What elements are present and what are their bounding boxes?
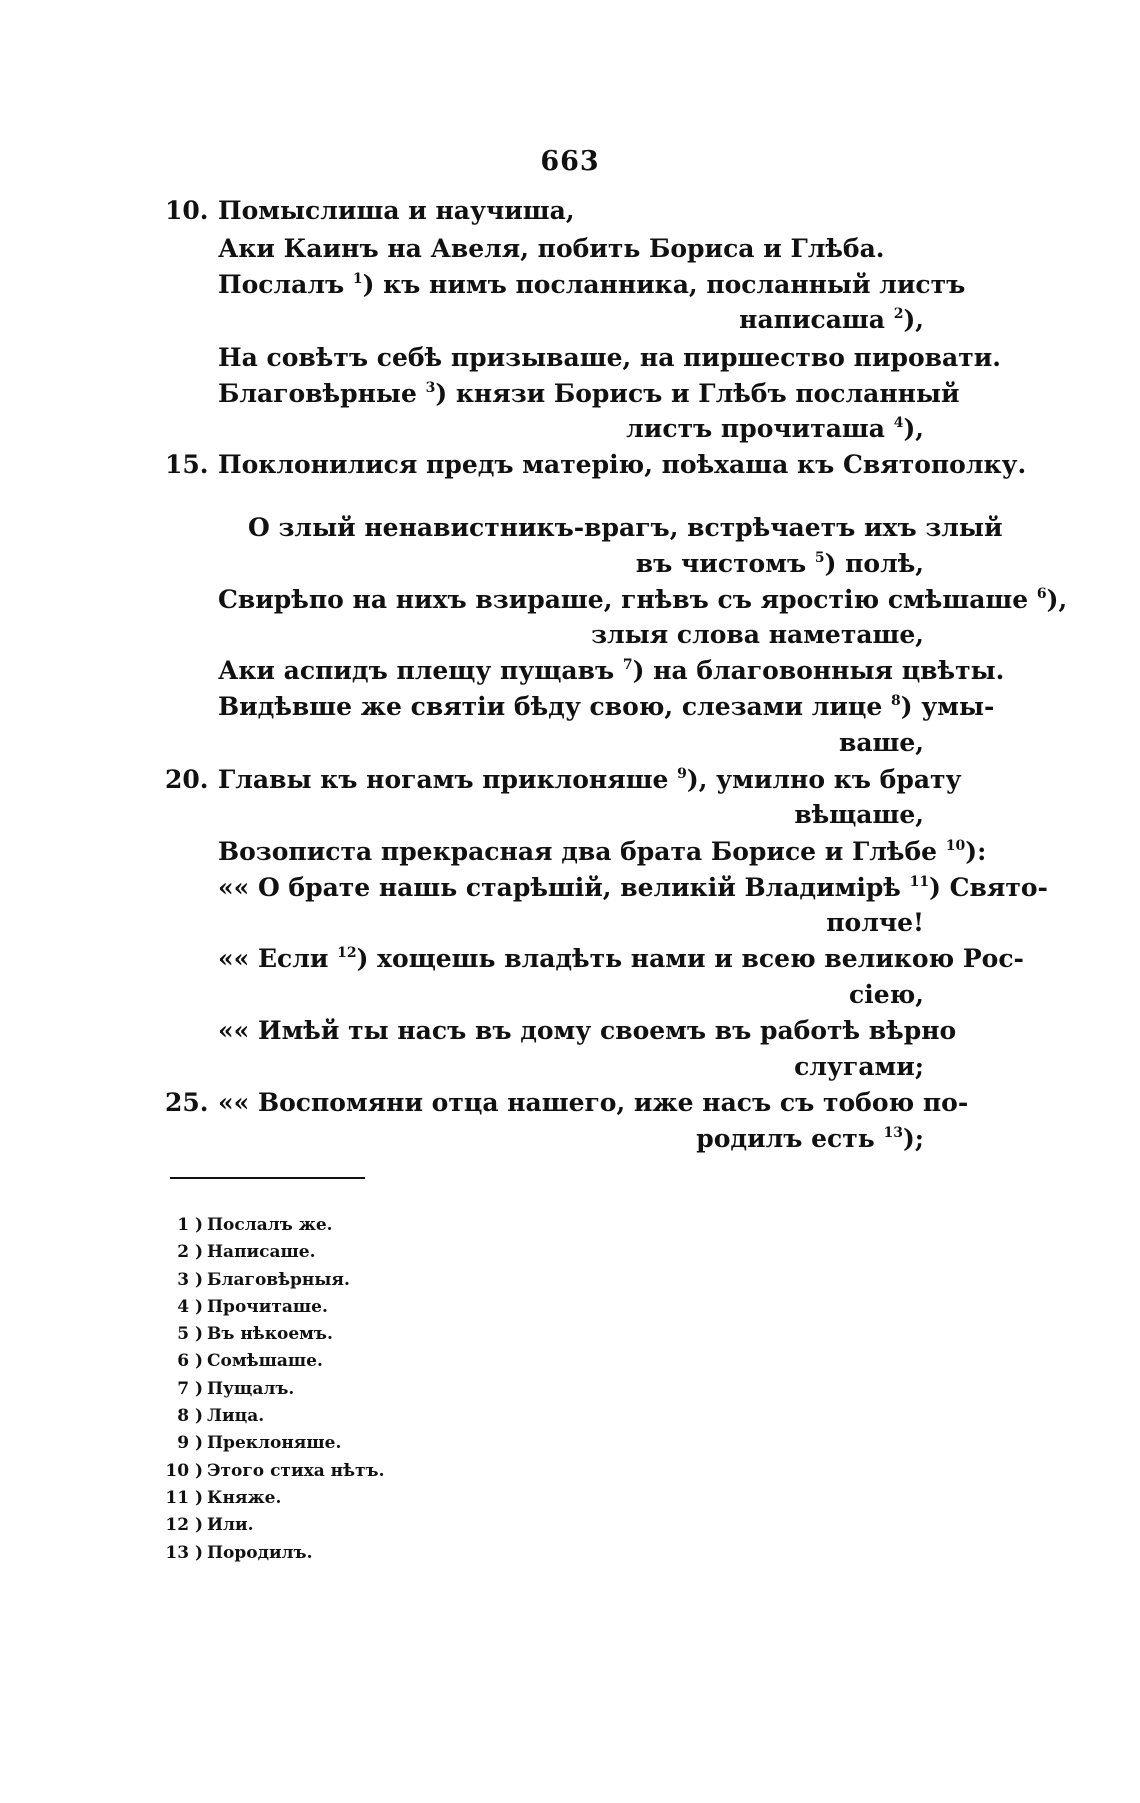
verse-continuation: сіею, xyxy=(849,980,924,1009)
verse-text: Послалъ $^1$) къ нимъ посланника, посланный листъ xyxy=(218,270,966,299)
footnote-item: 10 ) Этого стиха нѣтъ. xyxy=(165,1460,385,1481)
footnote-ref: 4 xyxy=(893,415,904,431)
footnote-ref: 10 xyxy=(945,838,966,854)
verse-text: Аки аспидъ плещу пущавъ $^7$) на благовонныя цвѣты. xyxy=(218,656,1005,685)
footnote-ref: 5 xyxy=(814,550,825,566)
verse-text: Возописта прекрасная два брата Борисе и Глѣбе $^{10}$): xyxy=(218,837,987,866)
footnote-item: 6 ) Сомѣшаше. xyxy=(177,1351,323,1372)
footnote-ref: 13 xyxy=(883,1125,903,1141)
verse-continuation: написаша $^2$), xyxy=(739,305,924,334)
footnote-ref: 8 xyxy=(890,693,901,709)
footnote-ref: 6 xyxy=(1036,586,1047,602)
verse-text: Благовѣрные $^3$) князи Борисъ и Глѣбъ посланный xyxy=(218,379,960,408)
verse-continuation: полче! xyxy=(826,908,924,937)
footnote-item: 2 ) Написаше. xyxy=(177,1242,316,1263)
footnote-ref: 9 xyxy=(677,766,687,782)
verse-text: Помыслиша и научиша, xyxy=(218,196,575,225)
verse-text: «« Если $^{12}$) хощешь владѣть нами и всею великою Рос- xyxy=(218,944,1024,973)
footnote-item: 5 ) Въ нѣкоемъ. xyxy=(177,1324,333,1345)
verse-number: 15. xyxy=(165,450,209,479)
verse-continuation: злыя слова наметаше, xyxy=(591,620,924,649)
footnote-ref: 12 xyxy=(337,945,357,961)
footnote-item: 11 ) Княже. xyxy=(165,1487,282,1508)
verse-number: 10. xyxy=(165,196,209,225)
footnote-ref: 3 xyxy=(425,380,436,396)
footnotes-list xyxy=(165,1212,385,1567)
verse-number: 25. xyxy=(165,1088,209,1117)
footnote-item: 3 ) Благовѣрныя. xyxy=(177,1269,350,1290)
verse-text: «« Имѣй ты насъ въ дому своемъ въ работѣ вѣрно xyxy=(218,1016,957,1045)
verse-text: Свирѣпо на нихъ взираше, гнѣвъ съ яростію смѣшаше $^6$), xyxy=(218,585,1068,614)
verse-text: Аки Каинъ на Авеля, побить Бориса и Глѣба. xyxy=(218,234,885,263)
footnote-ref: 11 xyxy=(909,874,930,890)
footnote-divider xyxy=(170,1177,365,1179)
footnote-item: 7 ) Пущалъ. xyxy=(177,1378,295,1399)
verse-continuation: листъ прочиташа $^4$), xyxy=(626,414,924,443)
verse-text: Главы къ ногамъ приклоняше $^9$), умилно къ брату xyxy=(218,765,962,794)
verse-text: Поклонилися предъ матерію, поѣхаша къ Святополку. xyxy=(218,450,1027,479)
footnote-ref: 2 xyxy=(893,306,904,322)
footnote-item: 4 ) Прочиташе. xyxy=(177,1296,328,1317)
footnote-ref: 7 xyxy=(622,657,633,673)
verse-continuation: ваше, xyxy=(838,728,924,757)
footnote-item: 12 ) Или. xyxy=(165,1515,254,1536)
verse-text: «« Воспомяни отца нашего, иже насъ съ тобою по- xyxy=(218,1088,969,1117)
verse-text: На совѣтъ себѣ призываше, на пиршество пировати. xyxy=(218,343,1001,372)
verse-text: Видѣвше же святіи бѣду свою, слезами лице $^8$) умы- xyxy=(218,692,995,721)
verse-continuation: родилъ есть $^{13}$); xyxy=(696,1124,924,1153)
footnote-item: 8 ) Лица. xyxy=(177,1406,265,1427)
footnote-item: 9 ) Преклоняше. xyxy=(177,1433,342,1454)
verse-continuation: вѣщаше, xyxy=(794,800,924,829)
footnote-item: 13 ) Породилъ. xyxy=(165,1542,313,1563)
verse-continuation: слугами; xyxy=(794,1052,924,1081)
verse-text: О злый ненавистникъ-врагъ, встрѣчаетъ ихъ злый xyxy=(248,513,1003,542)
verse-text: «« О брате нашь старѣшій, великій Владимірѣ $^{11}$) Свято- xyxy=(218,873,1048,902)
verse-continuation: въ чистомъ $^5$) полѣ, xyxy=(635,549,924,578)
footnote-ref: 1 xyxy=(352,271,363,287)
verse-number: 20. xyxy=(165,765,209,794)
footnote-item: 1 ) Послалъ же. xyxy=(177,1215,333,1235)
page-number: 663 xyxy=(540,146,600,177)
